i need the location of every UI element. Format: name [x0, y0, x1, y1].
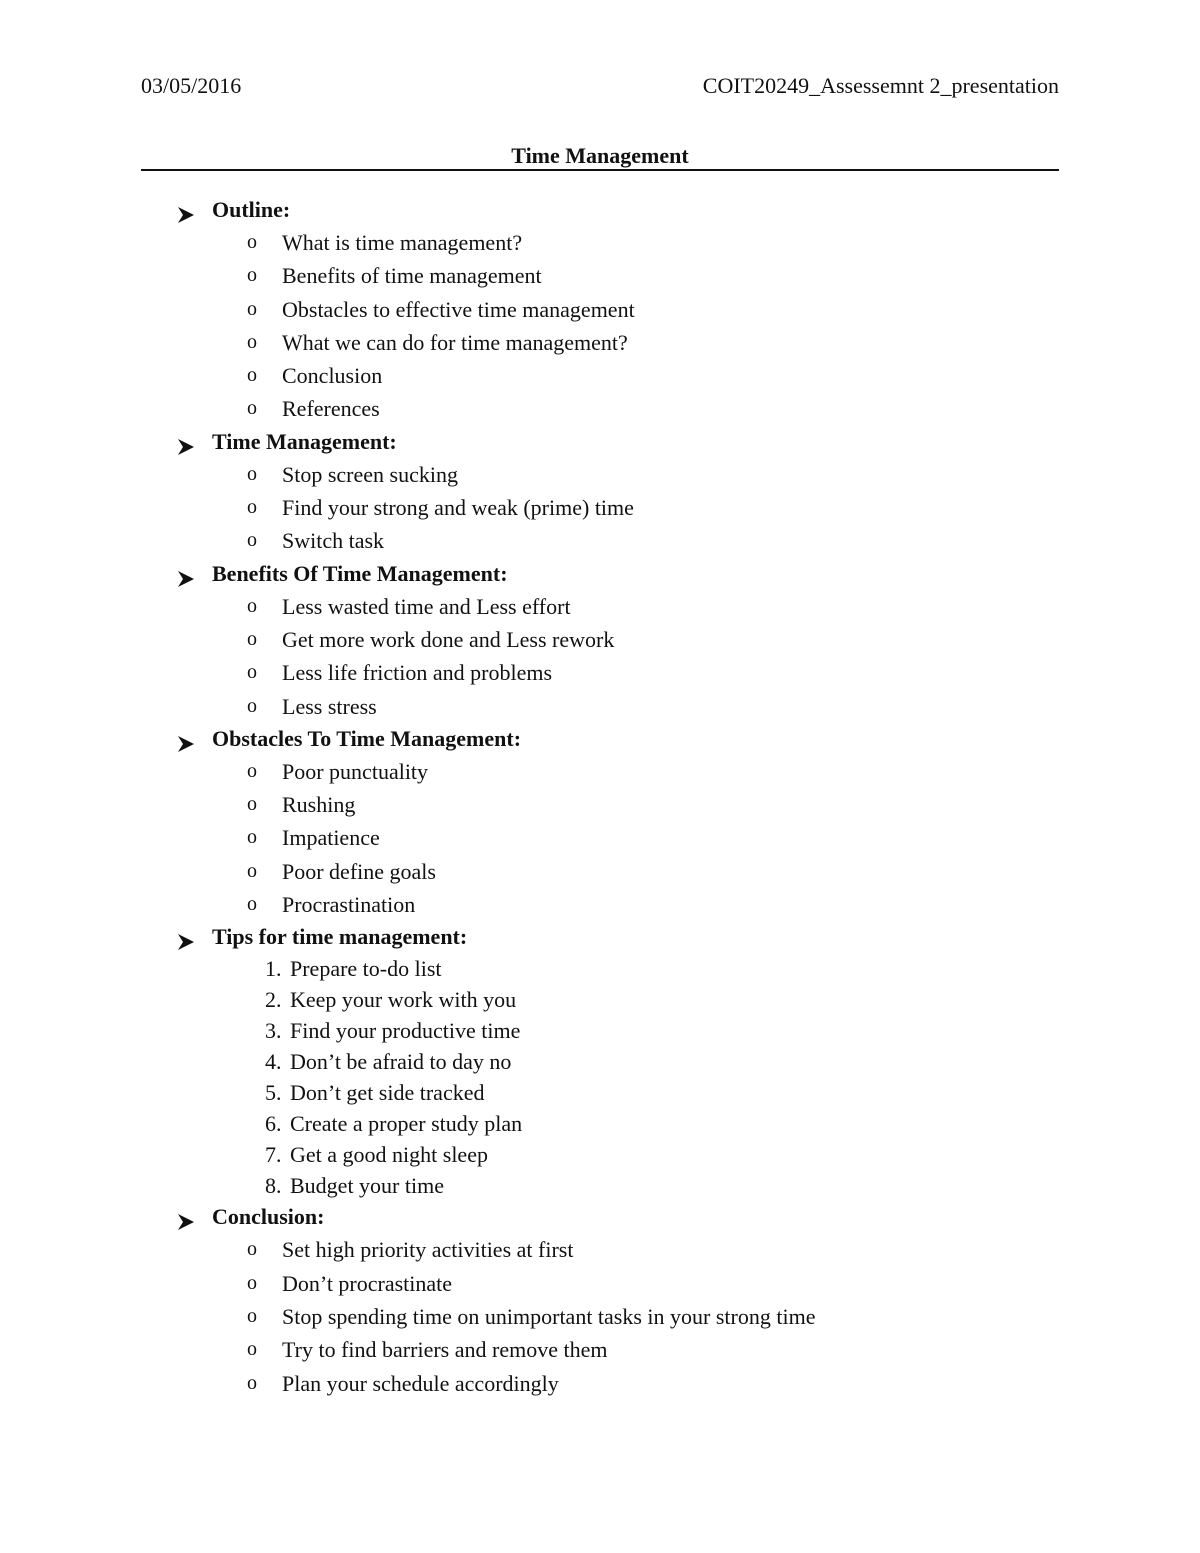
section	[141, 1201, 1059, 1399]
section-heading	[141, 426, 1059, 458]
hollow-bullet-icon: o	[247, 1338, 257, 1361]
section	[141, 921, 1059, 1201]
list-item-text: Don’t get side tracked	[290, 1080, 485, 1106]
list-item	[141, 1233, 1059, 1266]
list-number: 4.	[265, 1049, 282, 1075]
list-item-text: Conclusion	[282, 363, 383, 389]
numbered-list-item	[141, 1108, 1059, 1139]
section-heading-text: Obstacles To Time Management:	[212, 725, 522, 751]
list-number: 1.	[265, 956, 282, 982]
numbered-list-item	[141, 953, 1059, 984]
list-item	[141, 1267, 1059, 1300]
list-item-text: Poor define goals	[282, 858, 436, 884]
numbered-list-item	[141, 984, 1059, 1015]
section-heading-text: Benefits Of Time Management:	[212, 560, 508, 586]
numbered-list-item	[141, 1015, 1059, 1046]
list-item	[141, 855, 1059, 888]
list-number: 5.	[265, 1080, 282, 1106]
section	[141, 194, 1059, 426]
list-item-text: Stop spending time on unimportant tasks in your strong time	[282, 1303, 816, 1329]
list-item-text: What is time management?	[282, 230, 523, 255]
hollow-bullet-icon: o	[247, 231, 257, 253]
list-item	[141, 755, 1059, 788]
section-heading	[141, 723, 1059, 755]
list-item	[141, 1333, 1059, 1366]
arrowhead-icon	[177, 565, 195, 583]
list-item-text: Get a good night sleep	[290, 1142, 488, 1168]
section-heading-text: Conclusion:	[212, 1204, 325, 1230]
list-item-text: Impatience	[282, 825, 380, 851]
list-item	[141, 1367, 1059, 1400]
arrowhead-icon	[177, 928, 195, 946]
list-number: 8.	[265, 1173, 282, 1199]
hollow-bullet-icon: o	[247, 859, 257, 882]
list-item	[141, 458, 1059, 491]
list-item	[141, 293, 1059, 326]
list-item	[141, 821, 1059, 854]
page-title: Time Management	[511, 143, 689, 168]
section-heading	[141, 921, 1059, 953]
list-item-text: Rushing	[282, 792, 356, 818]
hollow-bullet-icon: o	[247, 264, 257, 287]
hollow-bullet-icon: o	[247, 661, 257, 684]
section-heading-text: Outline:	[212, 197, 291, 222]
list-item-text: Get more work done and Less rework	[282, 626, 615, 652]
section-heading-text: Time Management:	[212, 428, 397, 454]
hollow-bullet-icon: o	[247, 826, 257, 849]
header-date: 03/05/2016	[141, 73, 242, 98]
list-item	[141, 226, 1059, 259]
list-number: 3.	[265, 1018, 282, 1044]
hollow-bullet-icon: o	[247, 1304, 257, 1327]
hollow-bullet-icon: o	[247, 793, 257, 816]
list-number: 7.	[265, 1142, 282, 1168]
list-item	[141, 690, 1059, 723]
list-item-text: Try to find barriers and remove them	[282, 1337, 608, 1363]
list-item	[141, 326, 1059, 359]
section	[141, 426, 1059, 558]
arrowhead-icon	[177, 201, 195, 219]
numbered-list-item	[141, 1077, 1059, 1108]
list-item	[141, 1300, 1059, 1333]
hollow-bullet-icon: o	[247, 893, 257, 916]
hollow-bullet-icon: o	[247, 1371, 257, 1394]
list-item-text: Prepare to-do list	[290, 956, 442, 982]
list-item-text: Budget your time	[290, 1173, 444, 1199]
list-item-text: References	[282, 396, 380, 422]
hollow-bullet-icon: o	[247, 694, 257, 717]
hollow-bullet-icon: o	[247, 627, 257, 650]
outline-content	[141, 194, 1059, 1400]
list-item-text: Stop screen sucking	[282, 461, 458, 487]
arrowhead-icon	[177, 730, 195, 748]
list-item	[141, 491, 1059, 524]
list-item-text: Poor punctuality	[282, 758, 429, 784]
section	[141, 558, 1059, 723]
numbered-list-item	[141, 1170, 1059, 1201]
list-item	[141, 623, 1059, 656]
hollow-bullet-icon: o	[247, 759, 257, 782]
list-number: 2.	[265, 987, 282, 1013]
section-heading	[141, 1201, 1059, 1233]
list-item-text: Find your strong and weak (prime) time	[282, 495, 634, 521]
list-item-text: Less stress	[282, 693, 377, 719]
numbered-list-item	[141, 1046, 1059, 1077]
list-item-text: Don’t procrastinate	[282, 1270, 453, 1296]
list-item-text: Plan your schedule accordingly	[282, 1370, 559, 1396]
list-item-text: Keep your work with you	[290, 987, 517, 1013]
list-item	[141, 359, 1059, 392]
title-underline	[141, 169, 1059, 171]
list-number: 6.	[265, 1111, 282, 1137]
header-document-code: COIT20249_Assessemnt 2_presentation	[702, 73, 1059, 98]
hollow-bullet-icon: o	[247, 1271, 257, 1294]
hollow-bullet-icon: o	[247, 594, 257, 617]
list-item	[141, 259, 1059, 292]
list-item	[141, 788, 1059, 821]
numbered-list-item	[141, 1139, 1059, 1170]
list-item-text: Procrastination	[282, 892, 416, 918]
list-item-text: Less wasted time and Less effort	[282, 593, 571, 619]
section-heading	[141, 558, 1059, 590]
arrowhead-icon	[177, 1208, 195, 1226]
hollow-bullet-icon: o	[247, 297, 257, 320]
list-item-text: Find your productive time	[290, 1018, 521, 1044]
list-item-text: Switch task	[282, 528, 385, 554]
list-item-text: Obstacles to effective time management	[282, 296, 635, 322]
list-item-text: Set high priority activities at first	[282, 1237, 574, 1263]
list-item	[141, 656, 1059, 689]
hollow-bullet-icon: o	[247, 462, 257, 485]
hollow-bullet-icon: o	[247, 397, 257, 420]
list-item	[141, 888, 1059, 921]
hollow-bullet-icon: o	[247, 364, 257, 387]
list-item-text: Create a proper study plan	[290, 1111, 523, 1137]
hollow-bullet-icon: o	[247, 1238, 257, 1261]
section-heading	[141, 194, 1059, 226]
list-item-text: Benefits of time management	[282, 263, 542, 289]
list-item-text: Don’t be afraid to day no	[290, 1049, 512, 1075]
hollow-bullet-icon: o	[247, 330, 257, 353]
section	[141, 723, 1059, 921]
hollow-bullet-icon: o	[247, 529, 257, 552]
list-item	[141, 524, 1059, 557]
arrowhead-icon	[177, 433, 195, 451]
list-item-text: What we can do for time management?	[282, 329, 628, 355]
list-item-text: Less life friction and problems	[282, 660, 553, 686]
list-item	[141, 392, 1059, 425]
section-heading-text: Tips for time management:	[212, 924, 468, 950]
hollow-bullet-icon: o	[247, 496, 257, 519]
list-item	[141, 590, 1059, 623]
